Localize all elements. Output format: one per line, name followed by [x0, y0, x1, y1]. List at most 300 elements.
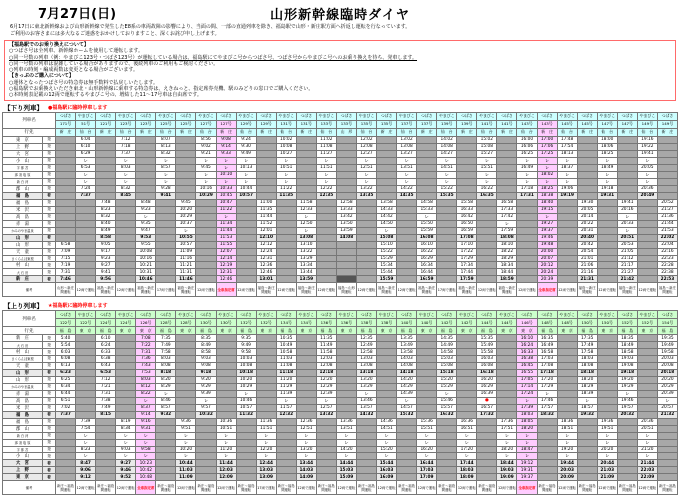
time-cell: 6:58 — [56, 241, 76, 248]
time-cell — [497, 369, 517, 376]
remark-cell: 新庄～福島間運転 — [477, 481, 497, 495]
time-cell: 7:46 — [56, 276, 76, 283]
time-cell — [597, 362, 617, 369]
time-cell: 5:40 — [56, 335, 76, 342]
station-name: 大 宮 — [3, 150, 43, 157]
train-number: 139号 — [437, 120, 457, 128]
time-cell — [637, 199, 657, 206]
time-cell: 14:50 — [377, 220, 397, 227]
time-cell — [276, 276, 296, 283]
train-number: 129号 — [236, 120, 256, 128]
time-cell: 17:34 — [457, 262, 477, 269]
time-cell: 19:37 — [517, 474, 537, 481]
time-cell: 13:36 — [336, 418, 356, 425]
time-cell — [497, 143, 517, 150]
time-cell — [477, 418, 497, 425]
station-name: 上 野 — [3, 467, 43, 474]
time-cell — [356, 213, 376, 220]
train-number: 121号 — [96, 120, 116, 128]
station-row — [3, 335, 678, 342]
train-name: つばさ — [276, 311, 296, 319]
time-cell — [497, 150, 517, 157]
train-number: 135号 — [356, 120, 376, 128]
time-cell: 10:46 — [236, 397, 256, 404]
time-cell: 15:33 — [417, 206, 437, 213]
time-cell: 10:31 — [136, 269, 156, 276]
time-cell: レ — [316, 157, 336, 164]
time-cell — [477, 453, 497, 460]
remark-cell: 新庄～福島間運転 — [617, 481, 637, 495]
train-destination: 仙 台 — [597, 128, 617, 136]
station-row — [3, 453, 678, 460]
station-row — [3, 241, 678, 248]
time-cell: 6:08 — [56, 356, 76, 363]
time-cell: 21:03 — [597, 467, 617, 474]
dep-arr-flag: 発 — [43, 335, 56, 342]
time-cell — [417, 404, 437, 411]
train-name-header: 列車名 — [3, 112, 56, 128]
train-destination: 福 島 — [657, 327, 677, 335]
time-cell: レ — [256, 453, 276, 460]
dep-arr-flag: 発 — [43, 241, 56, 248]
station-name: さくらんぼ東根 — [3, 255, 43, 262]
time-cell: 8:03 — [136, 376, 156, 383]
time-cell: 19:49 — [657, 342, 677, 349]
time-cell: 18:36 — [557, 418, 577, 425]
time-cell — [156, 213, 176, 220]
time-cell — [296, 164, 316, 171]
notice-line: ○同一号数の列車は混雑している場合がありますので、後続列車のご利用もご検討ください。 — [9, 60, 219, 67]
train-number: 137号 — [397, 120, 417, 128]
train-number: 128号 — [156, 319, 176, 327]
time-cell — [397, 248, 417, 255]
time-cell: 14:35 — [397, 192, 417, 199]
time-cell — [196, 248, 216, 255]
time-cell: レ — [336, 453, 356, 460]
time-cell: レ — [637, 439, 657, 446]
time-cell: 10:16 — [136, 255, 156, 262]
dep-arr-flag: 発 — [43, 397, 56, 404]
time-cell — [336, 376, 356, 383]
time-cell: 19:18 — [597, 185, 617, 192]
time-cell — [577, 136, 597, 143]
time-cell — [637, 390, 657, 397]
time-cell — [617, 185, 637, 192]
time-cell — [617, 460, 637, 467]
time-cell — [276, 269, 296, 276]
time-cell — [76, 376, 96, 383]
time-cell — [316, 276, 336, 283]
time-cell: 7:54 — [76, 425, 96, 432]
time-cell: 13:57 — [356, 404, 376, 411]
time-cell: 17:44 — [457, 460, 477, 467]
time-cell: レ — [116, 432, 136, 439]
time-cell — [156, 206, 176, 213]
time-cell: 8:32 — [156, 150, 176, 157]
time-cell — [457, 376, 477, 383]
train-name: やまびこ — [236, 112, 256, 120]
time-cell — [336, 171, 356, 178]
time-cell: 11:55 — [216, 241, 236, 248]
time-cell — [577, 439, 597, 446]
time-cell: レ — [597, 178, 617, 185]
time-cell — [397, 453, 417, 460]
time-cell: レ — [176, 453, 196, 460]
time-cell — [76, 241, 96, 248]
time-cell: 20:49 — [637, 192, 657, 199]
time-cell: 13:29 — [356, 383, 376, 390]
remark-cell: 新庄～福島間運転 — [56, 481, 76, 495]
time-cell — [336, 335, 356, 342]
time-cell: 18:03 — [457, 467, 477, 474]
time-cell: 9:41 — [96, 269, 116, 276]
time-cell: 13:42 — [336, 213, 356, 220]
time-cell — [637, 248, 657, 255]
time-cell — [617, 474, 637, 481]
time-cell: 20:20 — [597, 446, 617, 453]
time-cell — [397, 432, 417, 439]
train-number: 135号 — [377, 120, 397, 128]
time-cell — [437, 220, 457, 227]
time-cell: レ — [377, 432, 397, 439]
time-cell — [457, 178, 477, 185]
time-cell — [557, 404, 577, 411]
time-cell — [116, 241, 136, 248]
time-cell: 10:58 — [276, 349, 296, 356]
time-cell — [116, 390, 136, 397]
train-number: 140号 — [397, 319, 417, 327]
train-name: やまびこ — [597, 112, 617, 120]
time-cell: レ — [377, 453, 397, 460]
time-cell: 11:51 — [316, 164, 336, 171]
time-cell: 8:13 — [156, 143, 176, 150]
time-cell — [417, 192, 437, 199]
dep-arr-flag: 発 — [43, 453, 56, 460]
time-cell: 21:31 — [577, 276, 597, 283]
time-cell: 15:29 — [437, 383, 457, 390]
dep-arr-flag: 着 — [43, 474, 56, 481]
time-cell — [76, 335, 96, 342]
time-cell — [437, 446, 457, 453]
time-cell: 17:49 — [577, 342, 597, 349]
time-cell: 8:49 — [196, 342, 216, 349]
time-cell — [196, 460, 216, 467]
train-destination: 仙 台 — [196, 128, 216, 136]
time-cell — [577, 143, 597, 150]
time-cell: 16:58 — [537, 349, 557, 356]
time-cell: レ — [236, 171, 256, 178]
time-cell: 10:48 — [136, 474, 156, 481]
dep-arr-flag: 着 — [43, 192, 56, 199]
time-cell: レ — [156, 178, 176, 185]
train-name: やまびこ — [437, 112, 457, 120]
time-cell — [176, 411, 196, 418]
time-cell: 7:39 — [76, 418, 96, 425]
time-cell: 6:04 — [76, 136, 96, 143]
time-cell — [657, 171, 677, 178]
time-cell: 14:20 — [336, 446, 356, 453]
time-cell: 14:18 — [397, 369, 417, 376]
train-destination: 新 庄 — [96, 128, 116, 136]
time-cell: 8:29 — [156, 383, 176, 390]
station-row — [3, 178, 678, 185]
time-cell — [236, 446, 256, 453]
time-cell: 9:58 — [236, 349, 256, 356]
time-cell — [336, 262, 356, 269]
time-cell — [76, 269, 96, 276]
time-cell: 10:08 — [276, 143, 296, 150]
time-cell — [336, 178, 356, 185]
remark-cell: 12両で運転 — [397, 283, 417, 297]
time-cell: 20:03 — [657, 356, 677, 363]
time-cell — [377, 411, 397, 418]
time-cell: 18:05 — [517, 418, 537, 425]
time-cell: 9:20 — [196, 376, 216, 383]
train-name: やまびこ — [637, 311, 657, 319]
time-cell: レ — [637, 432, 657, 439]
time-cell — [116, 342, 136, 349]
time-cell — [276, 262, 296, 269]
remark-cell: 12両で運転 — [497, 481, 517, 495]
time-cell: 21:53 — [657, 227, 677, 234]
time-cell: レ — [136, 439, 156, 446]
time-cell: 10:32 — [196, 411, 216, 418]
time-cell — [316, 206, 336, 213]
time-cell — [637, 376, 657, 383]
time-cell: 12:49 — [356, 342, 376, 349]
train-destination: 仙 台 — [637, 128, 657, 136]
time-cell — [156, 234, 176, 241]
time-cell — [657, 143, 677, 150]
time-cell: 13:08 — [296, 234, 316, 241]
time-cell — [517, 248, 537, 255]
station-name: かみのやま温泉 — [3, 383, 43, 390]
time-cell — [276, 425, 296, 432]
time-cell — [296, 143, 316, 150]
train-destination: 仙 台 — [477, 128, 497, 136]
station-row — [3, 192, 678, 199]
time-cell: 18:10 — [497, 241, 517, 248]
time-cell — [176, 136, 196, 143]
time-cell: レ — [377, 439, 397, 446]
time-cell — [336, 248, 356, 255]
time-cell: 17:29 — [457, 255, 477, 262]
time-cell: レ — [196, 157, 216, 164]
time-cell: レ — [156, 157, 176, 164]
time-cell — [377, 185, 397, 192]
up-trains-red-note: ★福島駅に臨時停車します — [48, 303, 108, 310]
time-cell — [617, 432, 637, 439]
remark-cell: 12両で運転 — [517, 283, 537, 297]
remark-cell: 福島～新庄間運転 — [617, 283, 637, 297]
time-cell: 19:41 — [637, 150, 657, 157]
time-cell: 18:20 — [517, 425, 537, 432]
time-cell — [557, 362, 577, 369]
time-cell: 9:14 — [216, 143, 236, 150]
time-cell — [517, 276, 537, 283]
train-name: やまびこ — [377, 311, 397, 319]
time-cell: 13:58 — [377, 199, 397, 206]
train-number: 146号 — [517, 319, 537, 327]
time-cell: 12:03 — [316, 356, 336, 363]
time-cell: 21:06 — [577, 262, 597, 269]
train-name: つばさ — [377, 112, 397, 120]
train-number: 124号 — [116, 319, 136, 327]
train-destination: 新 庄 — [497, 128, 517, 136]
time-cell: 15:22 — [377, 248, 397, 255]
time-cell — [497, 356, 517, 363]
down-trains-title: 【下り列車】 — [4, 103, 43, 112]
time-cell: レ — [437, 157, 457, 164]
station-row — [3, 411, 678, 418]
train-number: 147号 — [597, 120, 617, 128]
station-name: 山 形 — [3, 369, 43, 376]
time-cell: 6:53 — [96, 369, 116, 376]
time-cell: 14:32 — [356, 411, 376, 418]
time-cell: 18:47 — [517, 446, 537, 453]
time-cell: レ — [457, 453, 477, 460]
time-cell — [657, 432, 677, 439]
time-cell — [637, 227, 657, 234]
time-cell — [597, 213, 617, 220]
time-cell — [76, 206, 96, 213]
time-cell — [356, 425, 376, 432]
dep-arr-flag: 発 — [43, 150, 56, 157]
time-cell — [377, 369, 397, 376]
time-cell — [76, 383, 96, 390]
time-cell — [116, 349, 136, 356]
time-cell: レ — [276, 157, 296, 164]
time-cell — [196, 234, 216, 241]
time-cell: 12:24 — [256, 248, 276, 255]
time-cell — [156, 220, 176, 227]
time-cell: 9:16 — [136, 418, 156, 425]
time-cell — [377, 390, 397, 397]
time-cell: 6:33 — [96, 349, 116, 356]
time-cell — [96, 446, 116, 453]
time-cell: 10:29 — [236, 383, 256, 390]
time-cell — [597, 220, 617, 227]
time-cell — [517, 220, 537, 227]
time-cell: 17:48 — [557, 136, 577, 143]
time-cell: 7:08 — [136, 335, 156, 342]
time-cell — [96, 143, 116, 150]
time-cell: 7:31 — [56, 269, 76, 276]
time-cell: 11:53 — [216, 234, 236, 241]
time-cell — [557, 206, 577, 213]
time-cell: レ — [236, 390, 256, 397]
intro-line-2: ご利用のお客さまには多大なるご迷惑をおかけしておりますこと、深くお詫び申し上げます。 — [10, 31, 220, 37]
time-cell — [557, 262, 577, 269]
time-cell: 20:39 — [537, 276, 557, 283]
remark-cell: 12両で運転 — [316, 283, 336, 297]
time-cell — [176, 404, 196, 411]
time-cell — [517, 227, 537, 234]
time-cell: 16:55 — [517, 369, 537, 376]
train-number: 139号 — [457, 120, 477, 128]
time-cell — [497, 411, 517, 418]
time-cell: 11:35 — [276, 192, 296, 199]
train-number: 171号 — [56, 120, 76, 128]
time-cell: 11:00 — [256, 199, 276, 206]
time-cell — [296, 192, 316, 199]
notice-line: ○列車の時刻・編成両数は変更となる場合がございます。 — [9, 67, 138, 74]
train-name: つばさ — [136, 112, 156, 120]
time-cell — [196, 213, 216, 220]
time-cell — [617, 439, 637, 446]
time-cell: 19:20 — [617, 376, 637, 383]
time-cell: 18:25 — [537, 185, 557, 192]
time-cell: 7:31 — [96, 390, 116, 397]
time-cell — [236, 262, 256, 269]
time-cell: 18:40 — [537, 199, 557, 206]
time-cell: 10:49 — [276, 342, 296, 349]
time-cell: レ — [397, 171, 417, 178]
time-cell — [156, 460, 176, 467]
time-cell: 20:18 — [657, 369, 677, 376]
time-cell — [136, 164, 156, 171]
time-cell — [457, 335, 477, 342]
time-cell — [637, 276, 657, 283]
time-cell — [116, 376, 136, 383]
time-cell: 19:46 — [617, 397, 637, 404]
time-cell — [377, 136, 397, 143]
train-destination: 東 京 — [136, 327, 156, 335]
train-destination: 東 京 — [296, 327, 316, 335]
time-cell: 14:09 — [296, 474, 316, 481]
time-cell: 9:08 — [196, 362, 216, 369]
time-cell: 7:58 — [156, 349, 176, 356]
time-cell: 11:39 — [276, 390, 296, 397]
time-cell: レ — [517, 157, 537, 164]
remark-cell: 新庄～福島間運転 — [276, 481, 296, 495]
time-cell — [537, 418, 557, 425]
time-cell: 21:27 — [657, 206, 677, 213]
time-cell: 12:46 — [216, 276, 236, 283]
time-cell — [96, 439, 116, 446]
time-cell — [437, 206, 457, 213]
train-destination: 仙 台 — [276, 128, 296, 136]
time-cell — [96, 178, 116, 185]
timetable-cell — [3, 327, 678, 335]
time-cell — [597, 255, 617, 262]
time-cell — [657, 474, 677, 481]
time-cell: 12:09 — [216, 474, 236, 481]
time-cell — [597, 234, 617, 241]
time-cell — [196, 220, 216, 227]
timetable-cell — [3, 319, 678, 327]
table-header — [3, 311, 678, 335]
time-cell — [397, 446, 417, 453]
time-cell — [116, 369, 136, 376]
time-cell: 8:45 — [116, 192, 136, 199]
train-number: 136号 — [316, 319, 336, 327]
time-cell — [497, 383, 517, 390]
station-row — [3, 362, 678, 369]
time-cell — [56, 474, 76, 481]
time-cell — [477, 460, 497, 467]
table-gap — [0, 297, 680, 300]
time-cell: レ — [156, 171, 176, 178]
time-cell — [557, 269, 577, 276]
time-cell — [557, 220, 577, 227]
dep-arr-flag: 発 — [43, 199, 56, 206]
time-cell — [116, 213, 136, 220]
time-cell — [256, 376, 276, 383]
time-cell — [557, 349, 577, 356]
time-cell: レ — [537, 178, 557, 185]
train-name: つばさ — [236, 311, 256, 319]
